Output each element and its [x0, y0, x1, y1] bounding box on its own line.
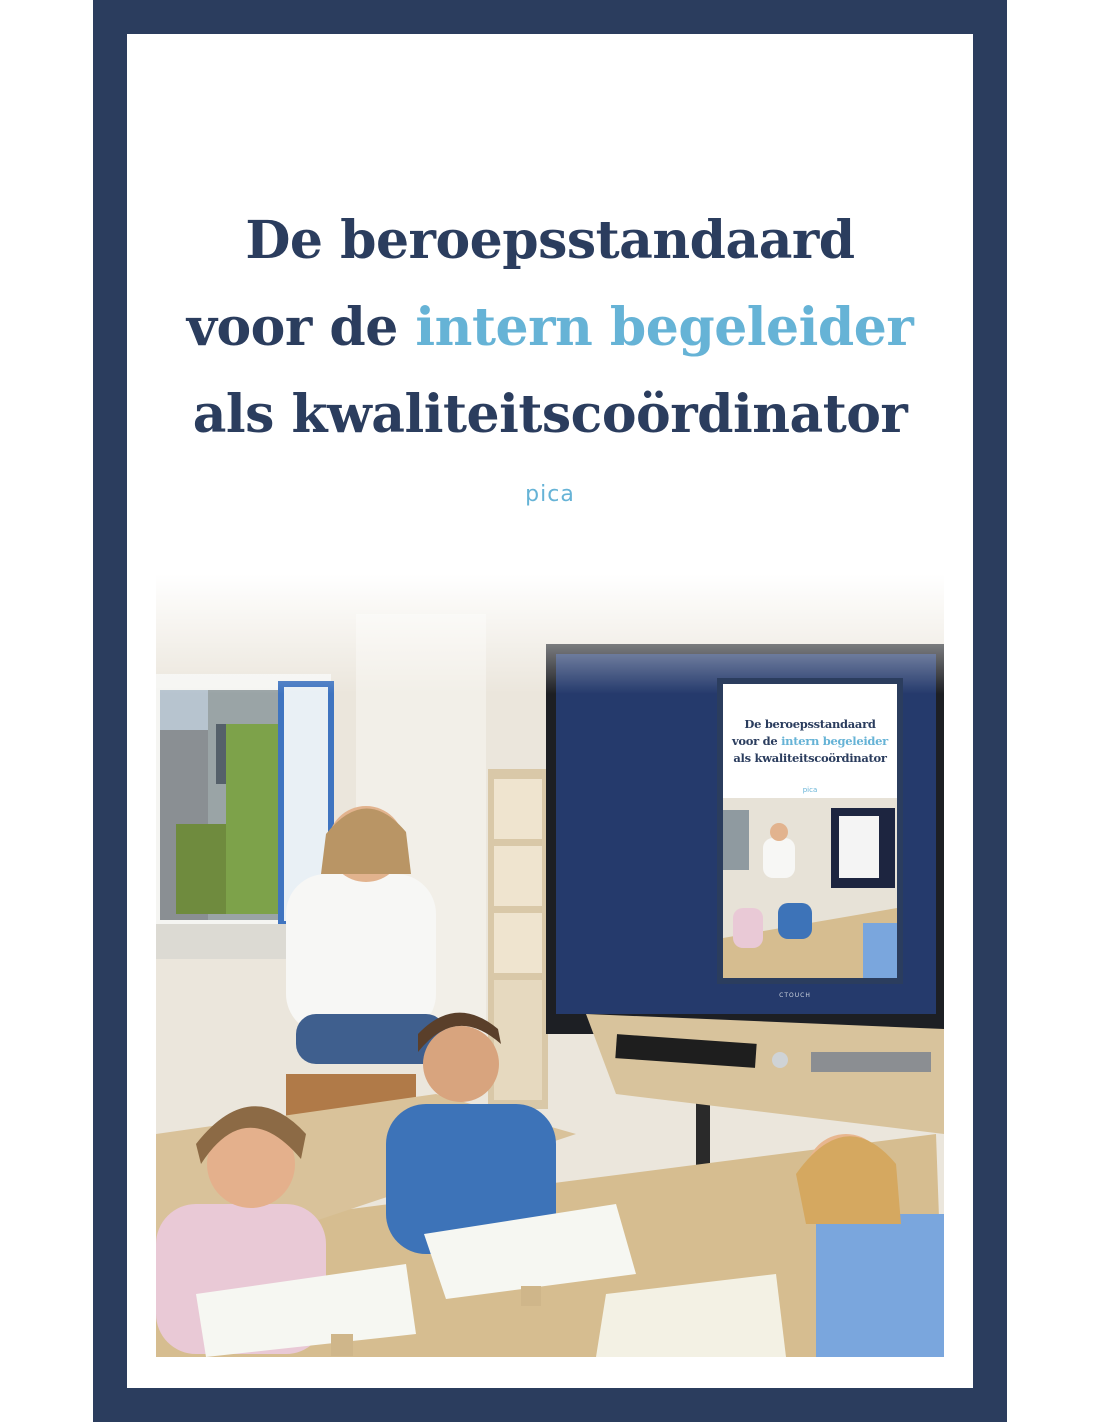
screen-book-photo	[723, 798, 897, 978]
title-line-2-prefix: voor de	[186, 297, 416, 358]
screen-title-line-1: De beroepsstandaard	[744, 717, 876, 731]
screen-book-title	[723, 716, 897, 767]
cover-title	[127, 197, 973, 458]
cover-photo	[156, 574, 944, 1357]
screen-book-cover	[717, 678, 903, 984]
screen-title-line-2	[723, 733, 897, 750]
screen-book-page	[723, 684, 897, 978]
photo-top-fade	[156, 574, 944, 694]
screen-book-publisher: pica	[802, 786, 818, 794]
title-line-1: De beroepsstandaard	[245, 210, 855, 271]
cover-page	[127, 34, 973, 1388]
book-cover-frame	[93, 0, 1007, 1422]
publisher-name: pica	[525, 482, 575, 507]
screen-title-accent: intern begeleider	[781, 734, 888, 748]
title-line-3: als kwaliteitscoördinator	[192, 384, 908, 445]
screen-title-line-2-prefix: voor de	[732, 734, 782, 748]
screen-title-line-3: als kwaliteitscoördinator	[733, 751, 887, 765]
title-accent: intern begeleider	[415, 297, 914, 358]
screen-brand-label: CTOUCH	[779, 992, 811, 999]
title-line-2	[127, 284, 973, 371]
